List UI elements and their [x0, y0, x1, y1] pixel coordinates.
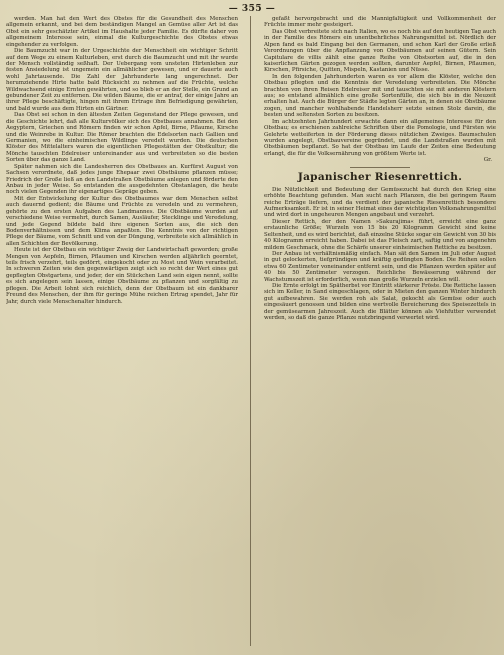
article-signature: Gr.	[483, 157, 492, 164]
section-separator	[350, 167, 410, 168]
right-paragraph: Die Ernte erfolgt im Spätherbst vor Eintritt stärkerer Fröste. Die Rettiche lassen sich im Keller, in Sand eingeschlagen, oder in Mieten den ganzen Winter hindurch gut aufbewahren. Sie werden roh als Salat, gekocht als Gemüse oder auch eingesäuert genossen und bilden eine wertvolle Bereicherung des Speisezettels in der gemüsearmen Jahreszeit. Auch die Blätter können als Viehfutter verwendet werden, so daß die ganze Pflanze nutzbringend verwertet wird.	[264, 283, 496, 322]
left-paragraph: Mit der Entwickelung der Kultur des Obstbaumes war dem Menschen selbst auch dauernd gedient; die Bäume und Früchte zu veredeln und zu vermehren, gehörte zu den ersten Aufgaben des Landmannes. Die Obstbäume wurden auf verschiedene Weise vermehrt, durch Samen, Ausläufer, Stecklinge und Veredelung, und jede Gegend bildete bald ihre eigenen Sorten aus, die sich den Bodenverhältnissen und dem Klima anpaßten. Die Kenntnis von der richtigen Pflege der Bäume, vom Schnitt und von der Düngung, verbreitete sich allmählich in allen Schichten der Bevölkerung.	[6, 195, 238, 247]
right-paragraph: Das Obst verbreitete sich nach Italien, wo es noch bis auf den heutigen Tag auch in der Familie des Römers ein unentbehrliches Nahrungsmittel ist. Nördlich der Alpen fand es bald Eingang bei den Germanen, und schon Karl der Große erließ Verordnungen über die Anpflanzung von Obstbäumen auf seinen Gütern. Sein Capitulare de villis zählt eine ganze Reihe von Obstsorten auf, die in den kaiserlichen Gärten gezogen werden sollten, darunter Aepfel, Birnen, Pflaumen, Kirschen, Pfirsiche, Quitten, Mispeln, Kastanien und Nüsse.	[264, 28, 496, 74]
right-paragraph: Im achtzehnten Jahrhundert erwachte dann ein allgemeines Interesse für den Obstbau; es erschienen zahlreiche Schriften über die Pomologie, und Fürsten wie Gelehrte wetteiferten in der Förderung dieses nützlichen Zweiges. Baumschulen wurden angelegt, Obstbauvereine gegründet, und die Landstraßen wurden mit Obstbäumen bepflanzt. So hat der Obstbau im Laufe der Zeiten eine Bedeutung erlangt, die für die Volksernährung von größtem Werte ist.	[264, 118, 496, 157]
page-number: — 355 —	[228, 4, 276, 14]
column-divider	[250, 16, 251, 646]
right-paragraph: gefaßt hervorgebracht und die Mannigfaltigkeit und Vollkommenheit der Früchte immer mehr gesteigert.	[264, 16, 496, 29]
right-column	[264, 16, 496, 646]
left-paragraph: Das Obst sei schon in den ältesten Zeiten Gegenstand der Pflege gewesen, und die Geschichte lehrt, daß alle Kulturvölker sich des Obstbaues annahmen. Bei den Aegyptern, Griechen und Römern finden wir schon Apfel, Birne, Pflaume, Kirsche und die Weinrebe in Kultur. Die Römer brachten die Edelsorten nach Gallien und Germanien, wo die einheimischen Wildlinge veredelt wurden. Die deutschen Klöster des Mittelalters waren die eigentlichen Pflegestätten der Obstkultur; die Mönche tauschten Edelreiser untereinander aus und verbreiteten so die besten Sorten über das ganze Land.	[6, 112, 238, 164]
right-paragraph: In den folgenden Jahrhunderten waren es vor allem die Klöster, welche den Obstbau pflegten und die Kenntnis der Veredelung verbreiteten. Die Mönche brachten von ihren Reisen Edelreiser mit und tauschten sie mit anderen Klöstern aus; so entstand allmählich eine große Sortenfülle, die sich bis in die Neuzeit erhalten hat. Auch die Bürger der Städte legten Gärten an, in denen sie Obstbäume zogen, und mancher wohlhabende Handelsherr setzte seinen Stolz darein, die besten und seltensten Sorten zu besitzen.	[264, 73, 496, 119]
section-title: Japanischer Riesenrettich.	[297, 170, 463, 183]
right-paragraph: Die Nützlichkeit und Bedeutung der Gemüsezucht hat durch den Krieg eine erhöhte Beachtung gefunden. Man sucht nach Pflanzen, die bei geringem Raum reiche Erträge liefern, und da verdient der japanische Riesenrettich besondere Aufmerksamkeit. Er ist in seiner Heimat eines der wichtigsten Volksnahrungsmittel und wird dort in ungeheuren Mengen angebaut und verzehrt.	[264, 186, 496, 219]
left-paragraph: Die Baumzucht war in der Urgeschichte der Menschheit ein wichtiger Schritt auf dem Wege zu einem Kulturleben, erst durch die Baumzucht und mit ihr wurde der Mensch vollständig seßhaft. Der Uebergang vom unsteten Hirtenleben zur festen Ansiedelung ist ungemein ein allmählicher gewesen, und er dauerte auch wohl Jahrtausende. Die Zahl der Jahrhunderte lang ungerechnet. Der herumziehende Hirte hatte bald Rücksicht zu nehmen auf die Früchte, welche Wildwachsend einige Ernten gewährten, und so blieb er an der Stelle, ein Grund an gebundener Zeit zu entfernen. Die wilden Bäume, die er antraf, der einige Jahre an ihrer Pflege beschäftigte, hingen mit ihrem Ertrage ihm Befriedigung gewährten, und bald wurde aus dem Hirten ein Gärtner.	[6, 48, 238, 112]
left-column	[6, 16, 238, 646]
left-paragraph: Heute ist der Obstbau ein wichtiger Zweig der Landwirtschaft geworden; große Mengen von Aepfeln, Birnen, Pflaumen und Kirschen werden alljährlich geerntet, teils frisch verzehrt, teils gedörrt, eingekocht oder zu Most und Wein verarbeitet. In schweren Zeiten wie den gegenwärtigen zeigt sich so recht der Wert eines gut gepflegten Obstgartens, und jeder, der ein Stückchen Land sein eigen nennt, sollte es sich angelegen sein lassen, einige Obstbäume zu pflanzen und sorgfältig zu pflegen. Die Arbeit lohnt sich reichlich, denn der Obstbaum ist ein dankbarer Freund des Menschen, der ihm für geringe Mühe reichen Ertrag spendet, Jahr für Jahr, durch viele Menschenalter hindurch.	[6, 247, 238, 305]
left-paragraph: Später nahmen sich die Landesherren des Obstbaues an. Kurfürst August von Sachsen verordnete, daß jedes junge Ehepaar zwei Obstbäume pflanzen müsse; Friedrich der Große ließ an den Landstraßen Obstbäume anlegen und förderte den Anbau in jeder Weise. So entstanden die ausgedehnten Obstanlagen, die heute noch vielen Gegenden ihr eigenartiges Gepräge geben.	[6, 163, 238, 196]
left-paragraph: werden. Man hat den Wert des Obstes für die Gesundheit des Menschen allgemein erkannt, und bei dem beständigen Mangel an Gemüse aller Art ist das Obst ein sehr geschätzter Artikel im Haushalte jeder Familie. Es dürfte daher von allgemeinem Interesse sein, einmal die Kulturgeschichte des Obstes etwas eingehender zu verfolgen.	[6, 16, 238, 48]
right-paragraph: Der Anbau ist verhältnismäßig einfach. Man sät den Samen im Juli oder August in gut gelockerten, tiefgründigen und kräftig gedüngten Boden. Die Reihen sollen etwa 60 Zentimeter voneinander entfernt sein, und die Pflanzen werden später auf 40 bis 50 Zentimeter verzogen. Reichliche Bewässerung während der Wachstumszeit ist erforderlich, wenn man große Wurzeln erzielen will.	[264, 250, 496, 283]
right-paragraph: Dieser Rettich, der den Namen »Sakurajima« führt, erreicht eine ganz erstaunliche Größe; Wurzeln von 15 bis 20 Kilogramm Gewicht sind keine Seltenheit, und es wird berichtet, daß einzelne Stücke sogar ein Gewicht von 30 bis 40 Kilogramm erreicht haben. Dabei ist das Fleisch zart, saftig und von angenehm mildem Geschmack, ohne die Schärfe unserer einheimischen Rettiche zu besitzen.	[264, 218, 496, 251]
